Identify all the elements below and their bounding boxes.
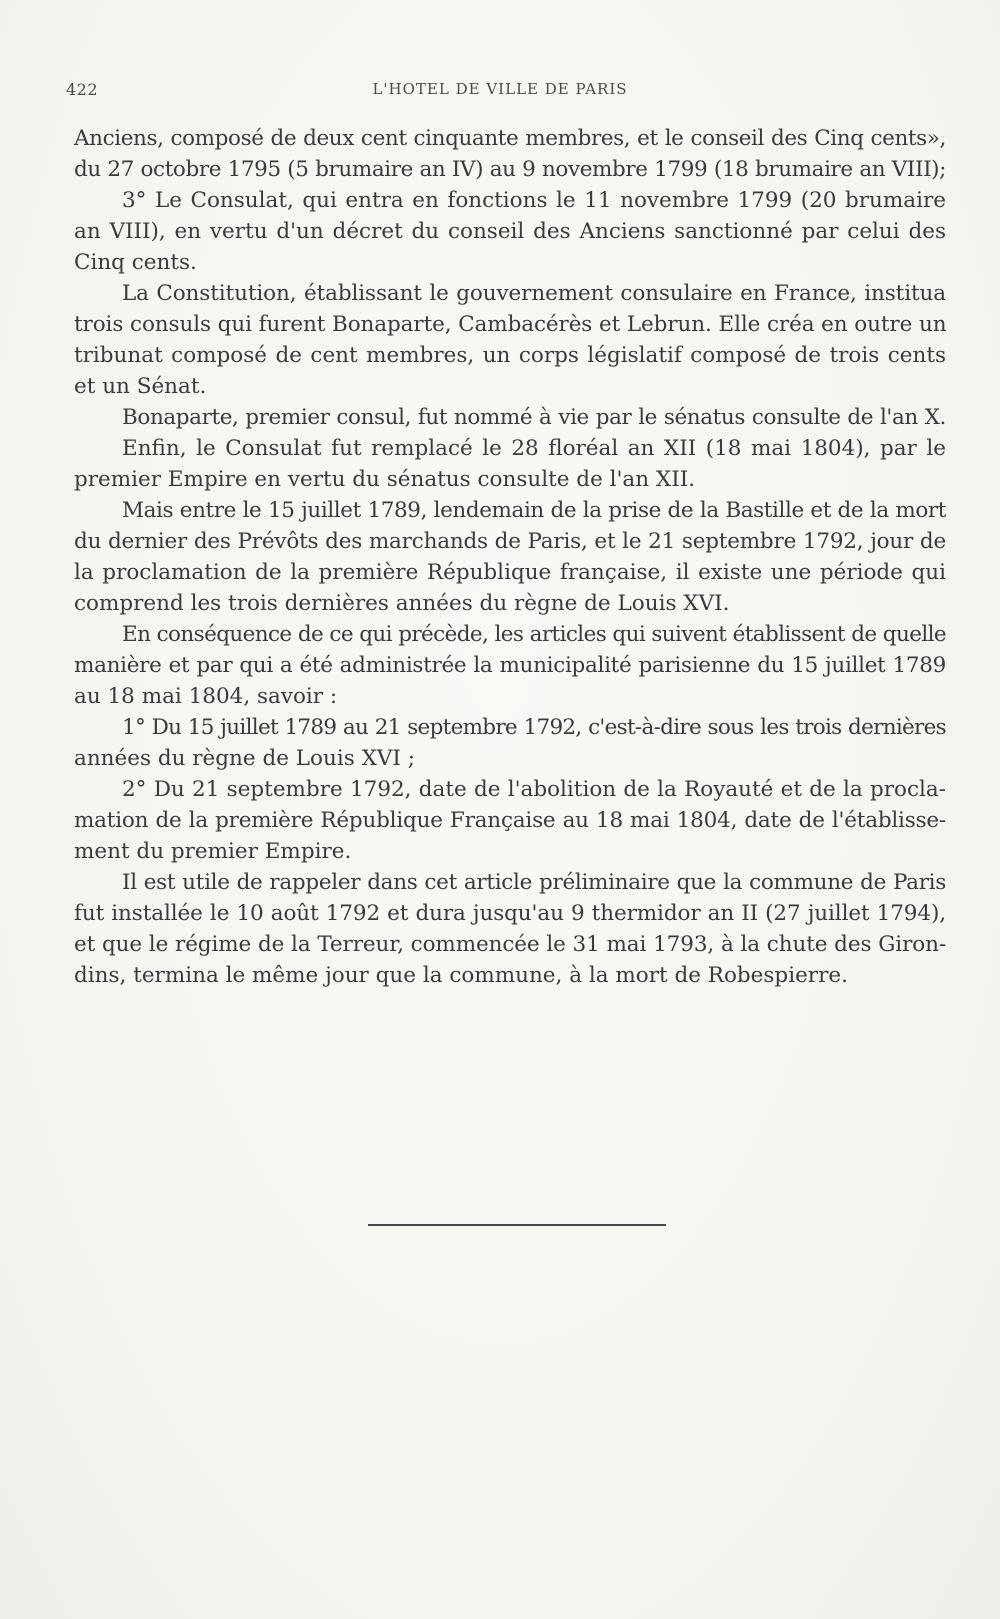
- text-line: au 18 mai 1804, savoir :: [74, 684, 338, 709]
- text-line: années du règne de Louis XVI ;: [74, 746, 415, 771]
- text-line: du dernier des Prévôts des marchands de Paris, et le 21 septembre 1792, jour de: [74, 529, 946, 554]
- text-line: Mais entre le 15 juillet 1789, lendemain de la prise de la Bastille et de la mort: [122, 498, 946, 523]
- text-line: tribunat composé de cent membres, un corps législatif composé de trois cents: [74, 343, 946, 368]
- text-line: 3° Le Consulat, qui entra en fonctions le 11 novembre 1799 (20 brumaire: [122, 188, 946, 213]
- running-title: L'HOTEL DE VILLE DE PARIS: [372, 80, 628, 98]
- text-line: comprend les trois dernières années du règne de Louis XVI.: [74, 591, 730, 616]
- body-text: [74, 123, 946, 991]
- text-line: premier Empire en vertu du sénatus consulte de l'an XII.: [74, 467, 696, 492]
- text-line: fut installée le 10 août 1792 et dura jusqu'au 9 thermidor an II (27 juillet 1794),: [74, 901, 946, 926]
- text-line: 1° Du 15 juillet 1789 au 21 septembre 1792, c'est-à-dire sous les trois dernières: [122, 715, 946, 740]
- page-number: 422: [66, 80, 99, 99]
- text-line: Cinq cents.: [74, 250, 197, 275]
- text-line: Il est utile de rappeler dans cet article préliminaire que la commune de Paris: [122, 870, 946, 895]
- text-line: trois consuls qui furent Bonaparte, Cambacérès et Lebrun. Elle créa en outre un: [74, 312, 947, 337]
- text-line: En conséquence de ce qui précède, les articles qui suivent établissent de quelle: [122, 622, 946, 647]
- text-line: dins, termina le même jour que la commune, à la mort de Robespierre.: [74, 963, 848, 988]
- text-line: la proclamation de la première République française, il existe une période qui: [74, 560, 946, 585]
- text-line: La Constitution, établissant le gouvernement consulaire en France, institua: [122, 281, 946, 306]
- text-line: an VIII), en vertu d'un décret du conseil des Anciens sanctionné par celui des: [74, 219, 946, 244]
- text-line: 2° Du 21 septembre 1792, date de l'abolition de la Royauté et de la procla-: [122, 777, 946, 802]
- text-line: Enfin, le Consulat fut remplacé le 28 floréal an XII (18 mai 1804), par le: [122, 436, 946, 461]
- text-line: et un Sénat.: [74, 374, 207, 399]
- text-line: Anciens, composé de deux cent cinquante membres, et le conseil des Cinq cents»,: [74, 126, 946, 151]
- text-line: ment du premier Empire.: [74, 839, 352, 864]
- text-line: du 27 octobre 1795 (5 brumaire an IV) au 9 novembre 1799 (18 brumaire an VIII);: [74, 157, 946, 182]
- text-line: manière et par qui a été administrée la municipalité parisienne du 15 juillet 1789: [74, 653, 946, 678]
- text-line: Bonaparte, premier consul, fut nommé à vie par le sénatus consulte de l'an X.: [122, 405, 946, 430]
- text-line: mation de la première République Française au 18 mai 1804, date de l'établisse-: [74, 808, 946, 833]
- section-end-rule: [368, 1224, 666, 1226]
- text-line: et que le régime de la Terreur, commencée le 31 mai 1793, à la chute des Giron-: [74, 932, 946, 957]
